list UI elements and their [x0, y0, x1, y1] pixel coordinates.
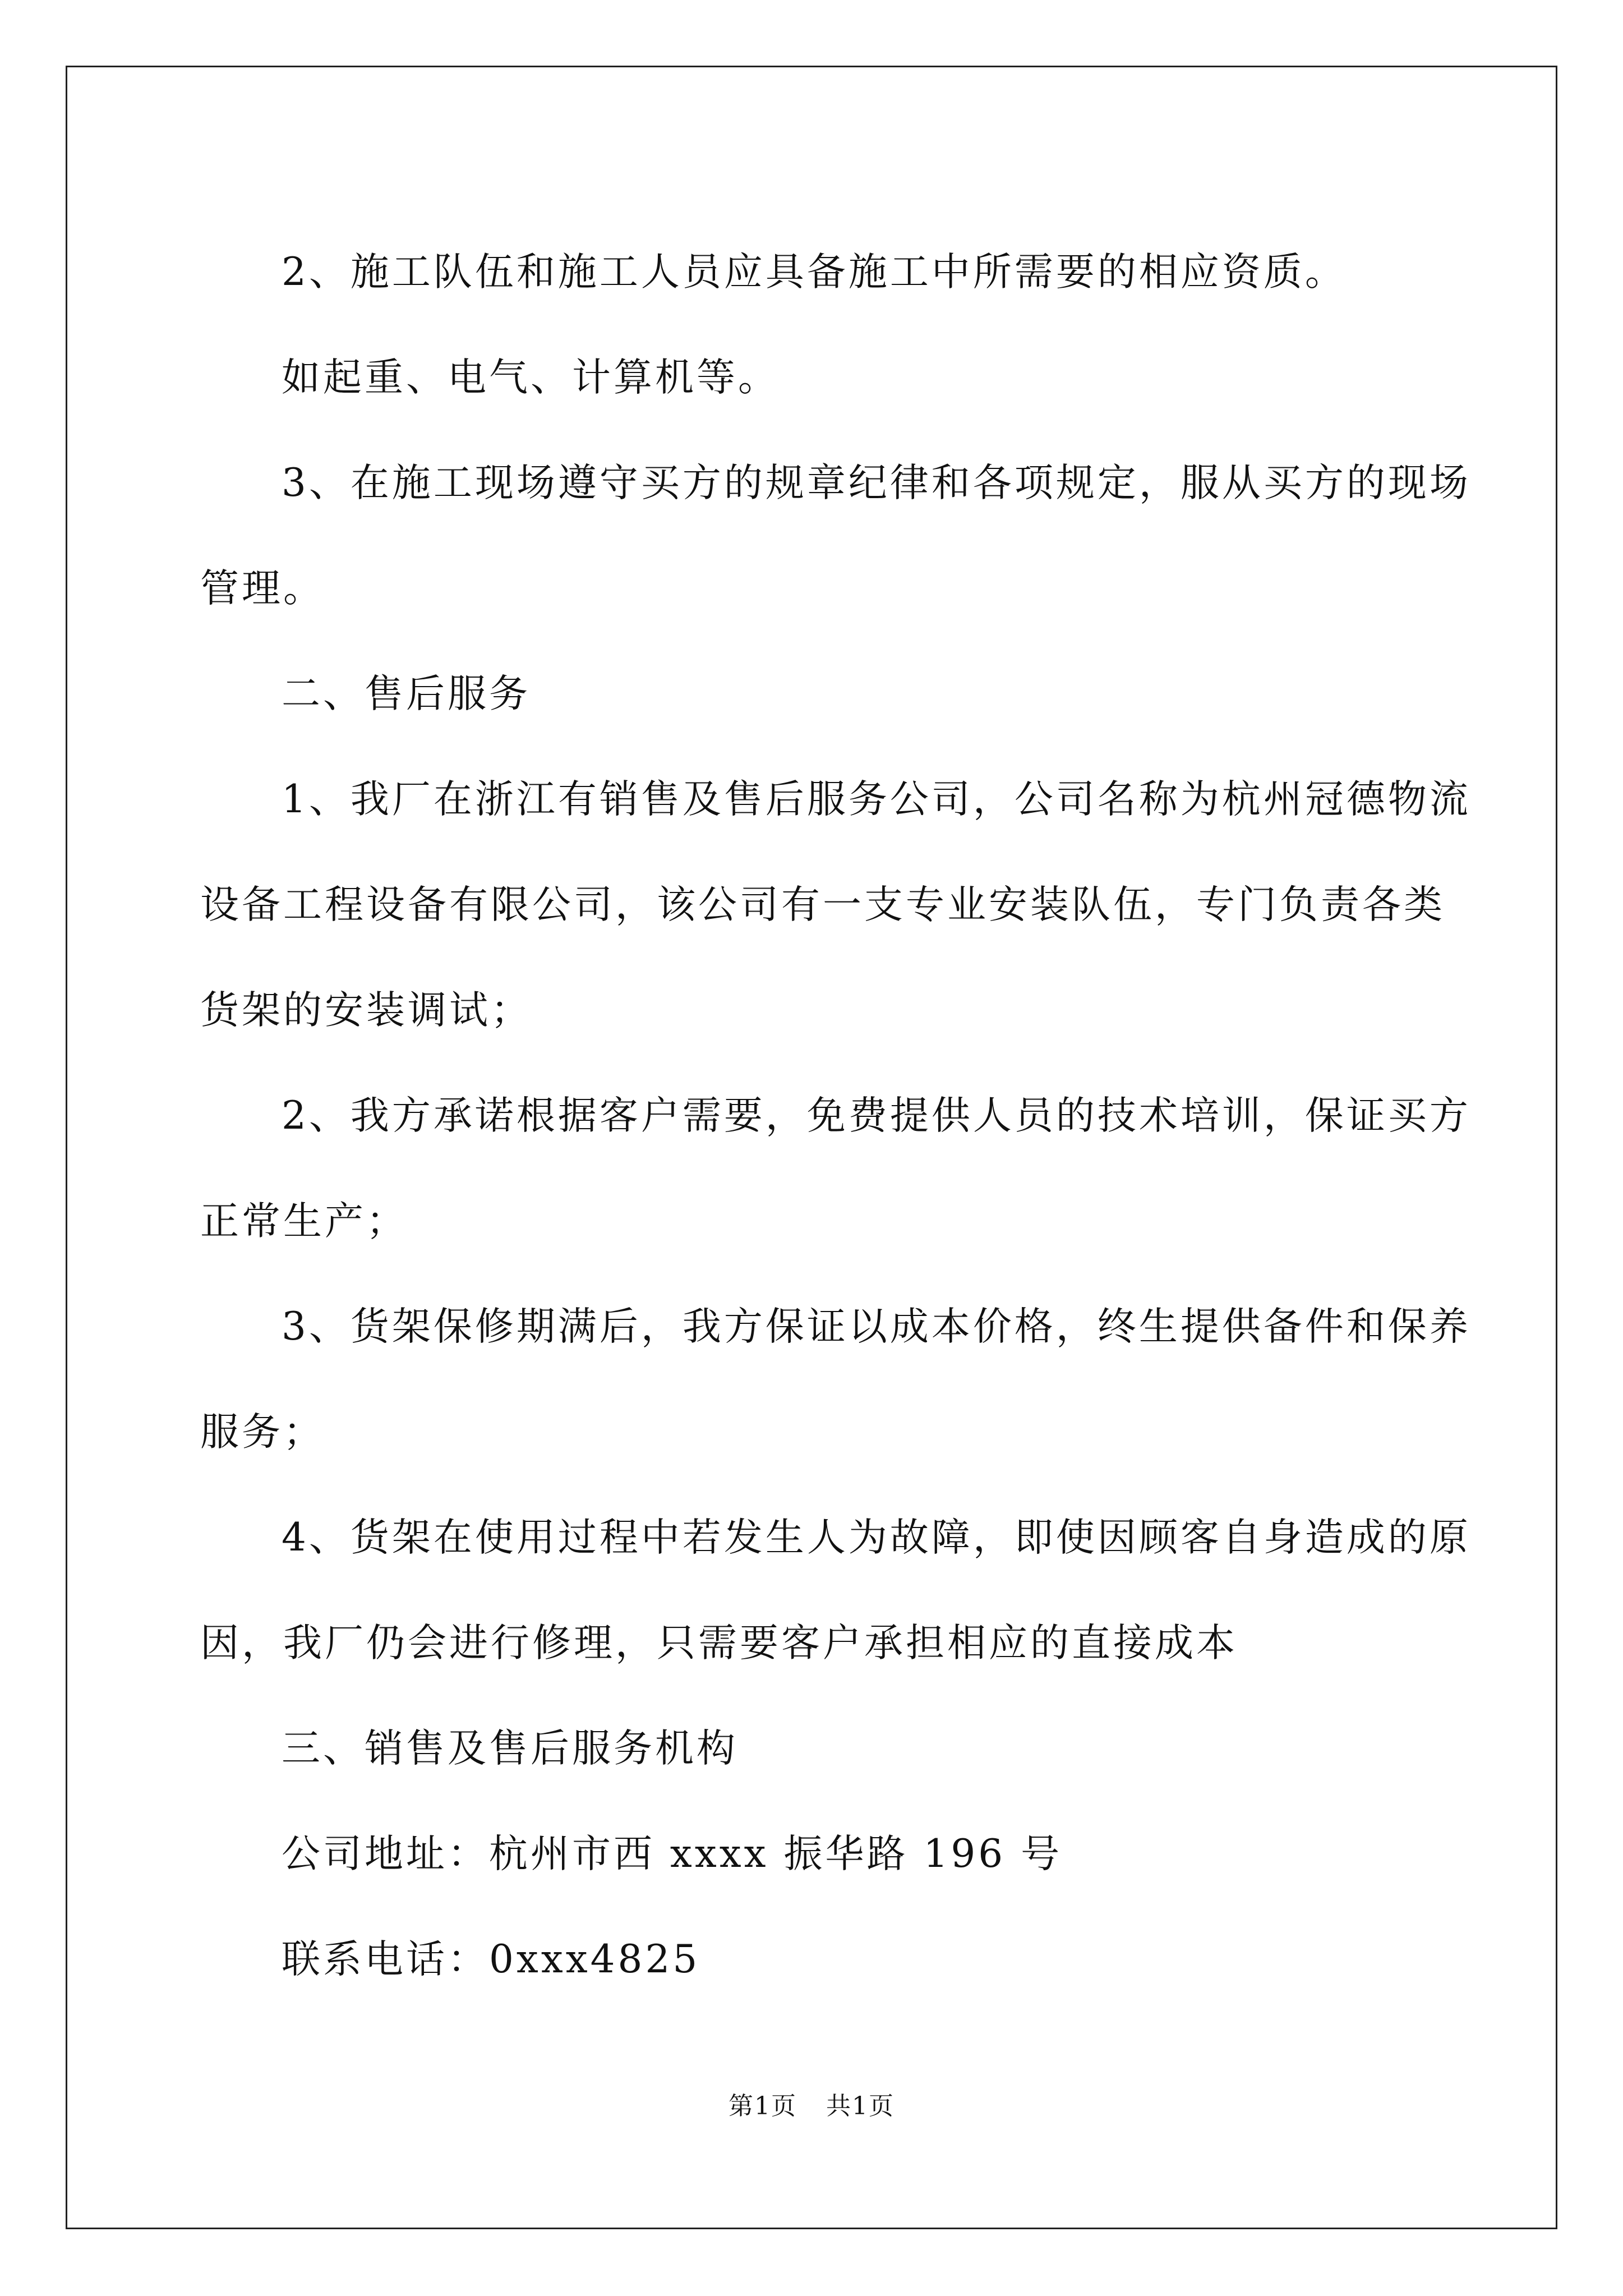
paragraph-line: 如起重、电气、计算机等。 — [282, 355, 780, 400]
paragraph-line: 管理。 — [200, 566, 325, 611]
page-footer — [0, 2086, 1623, 2122]
paragraph-line: 因，我厂仍会进行修理，只需要客户承担相应的直接成本 — [200, 1621, 1238, 1665]
paragraph-line: 设备工程设备有限公司，该公司有一支专业安装队伍，专门负责各类 — [200, 882, 1445, 927]
paragraph-line: 3、在施工现场遵守买方的规章纪律和各项规定，服从买方的现场 — [282, 461, 1471, 505]
page-total: 共1页 — [826, 2092, 895, 2120]
paragraph-line: 货架的安装调试； — [200, 988, 532, 1033]
paragraph-line: 3、货架保修期满后，我方保证以成本价格，终生提供备件和保养 — [282, 1304, 1471, 1349]
paragraph-line: 2、我方承诺根据客户需要，免费提供人员的技术培训，保证买方 — [282, 1093, 1471, 1138]
paragraph-line: 正常生产； — [200, 1199, 408, 1244]
contact-phone: 联系电话：0xxx4825 — [282, 1937, 700, 1982]
paragraph-line: 4、货架在使用过程中若发生人为故障，即使因顾客自身造成的原 — [282, 1515, 1471, 1560]
section-heading: 三、销售及售后服务机构 — [282, 1726, 738, 1771]
section-heading: 二、售后服务 — [282, 671, 531, 716]
paragraph-line: 1、我厂在浙江有销售及售后服务公司，公司名称为杭州冠德物流 — [282, 777, 1471, 822]
paragraph-line: 2、施工队伍和施工人员应具备施工中所需要的相应资质。 — [282, 250, 1347, 295]
page-number: 第1页 — [728, 2092, 797, 2120]
paragraph-line: 服务； — [200, 1410, 325, 1455]
document-body — [200, 219, 1471, 2012]
company-address: 公司地址：杭州市西 xxxx 振华路 196 号 — [282, 1832, 1063, 1876]
